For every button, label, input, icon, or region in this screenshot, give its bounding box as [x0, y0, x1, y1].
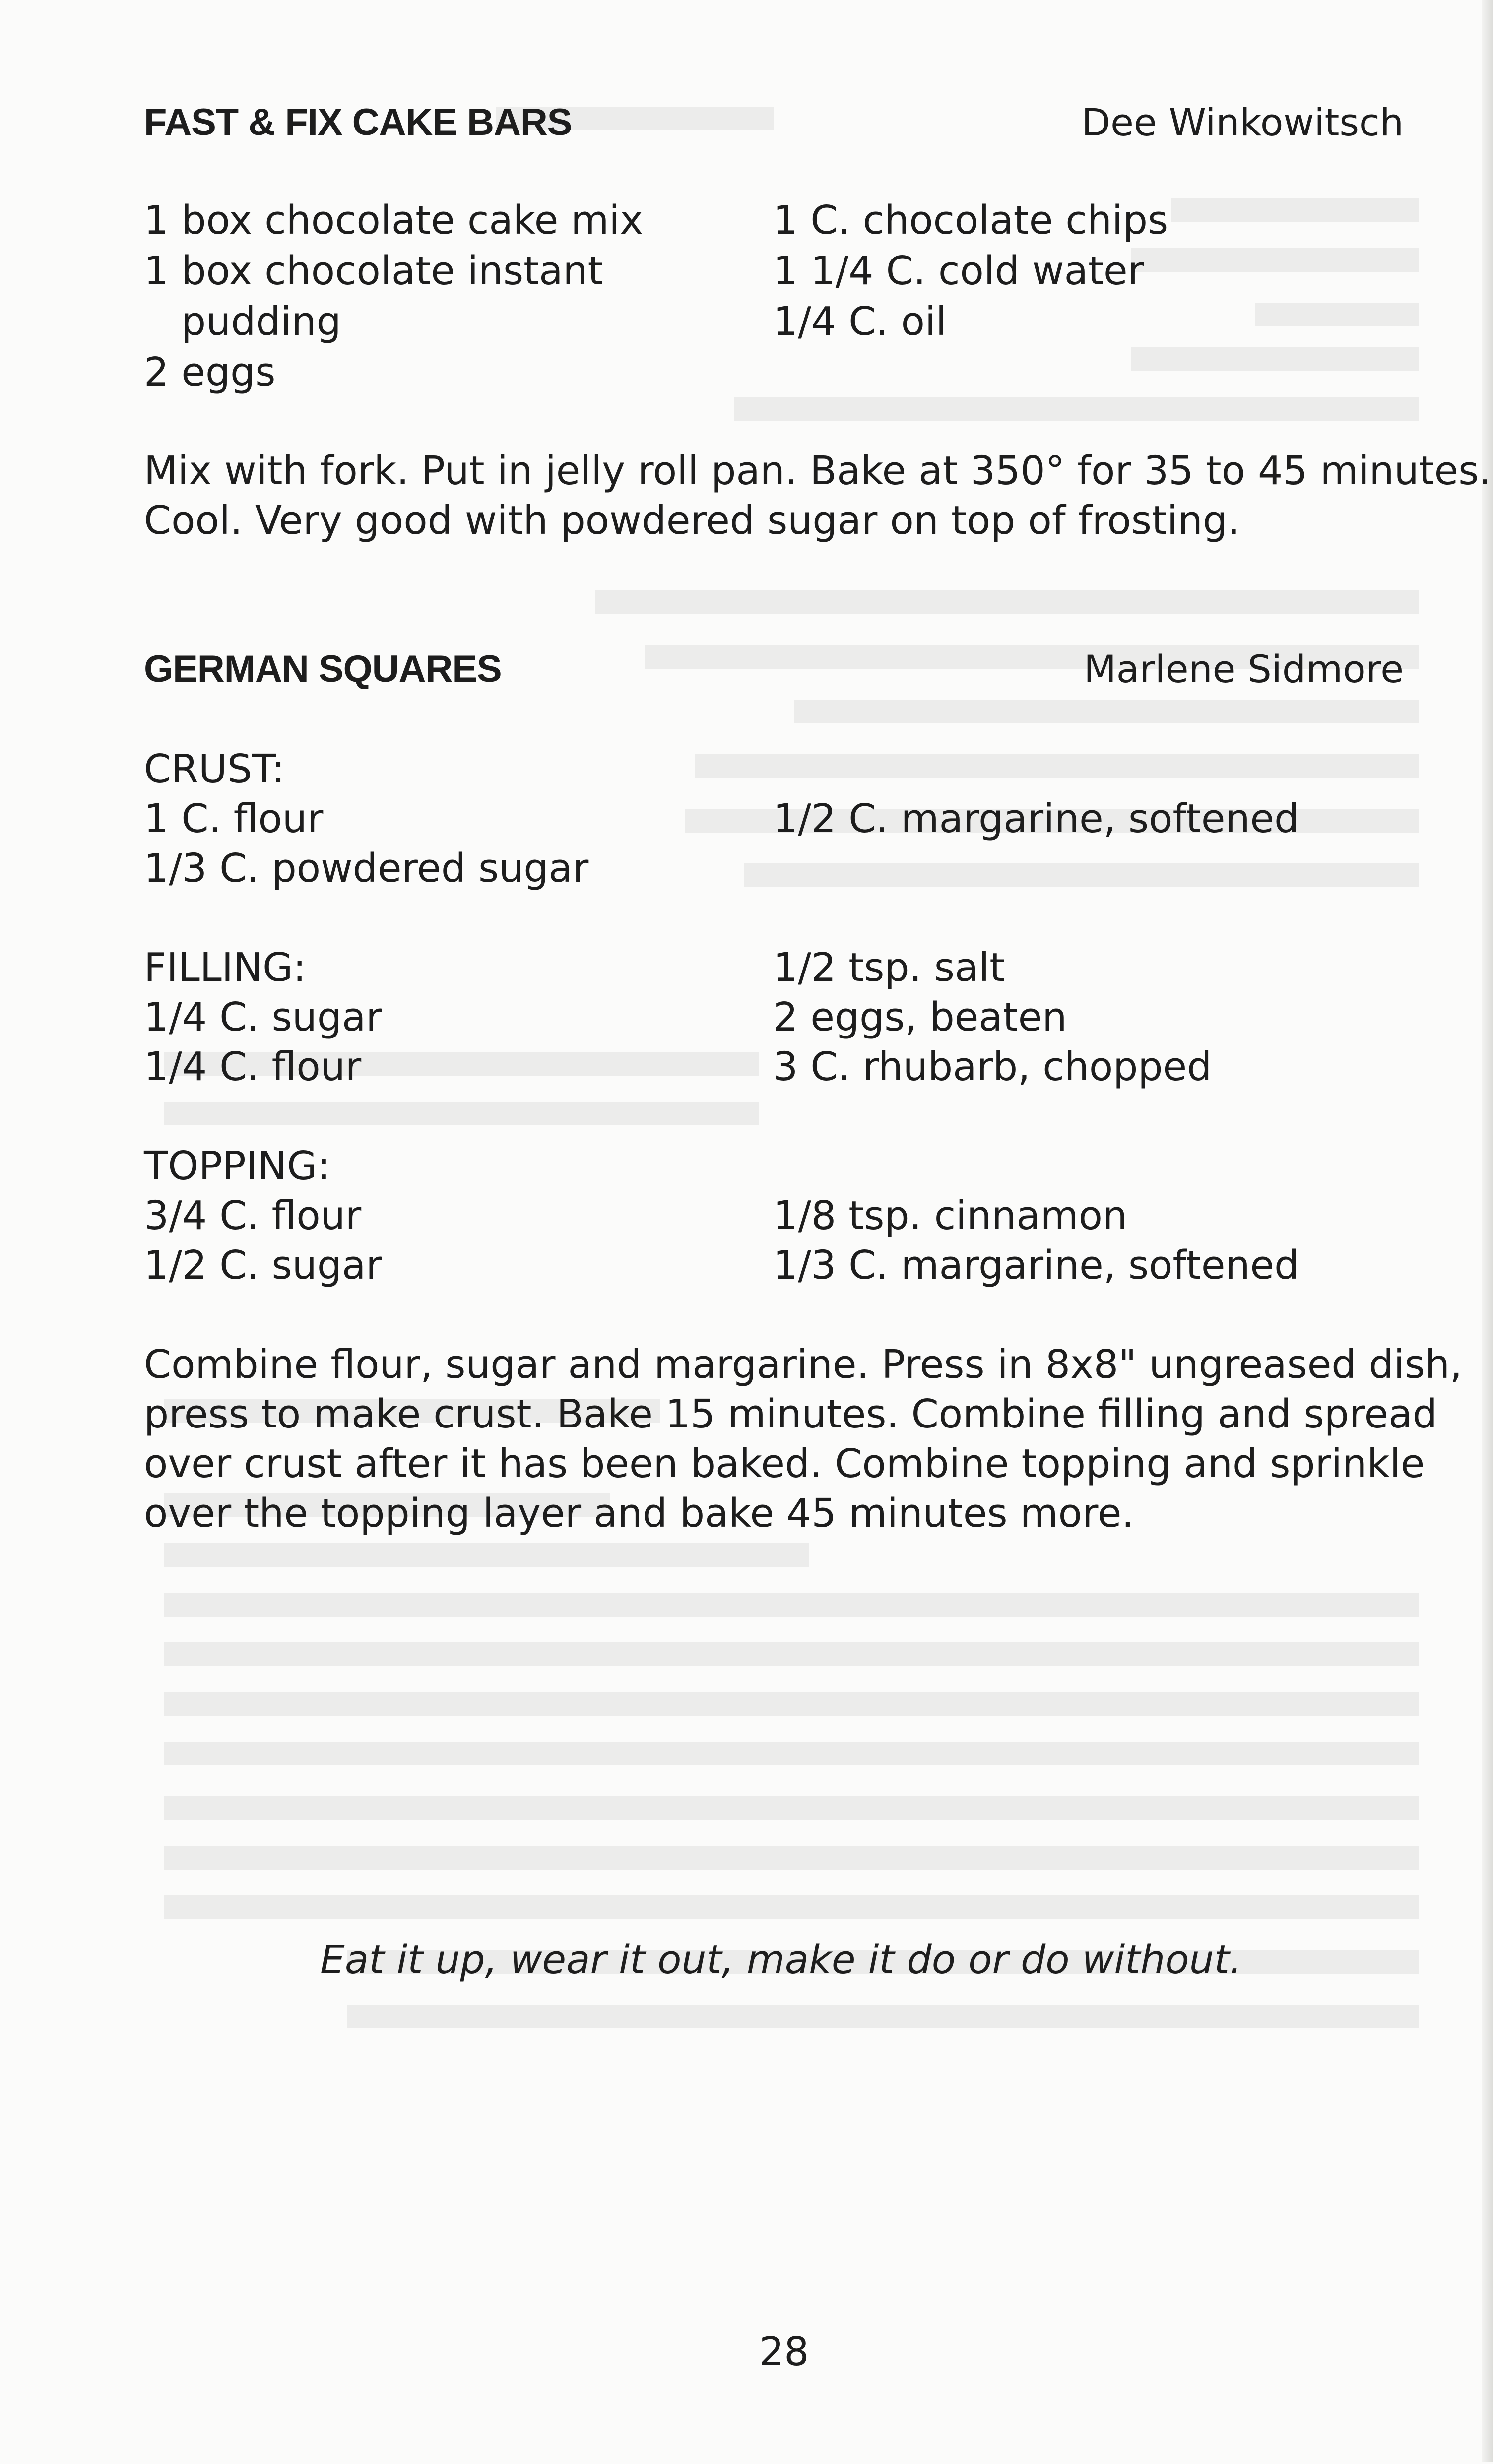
- ingredient: 1 C. chocolate chips: [773, 197, 1168, 243]
- section-heading: FILLING:: [144, 945, 306, 990]
- ingredient: 1/4 C. oil: [773, 299, 947, 344]
- ingredient: 1 1/4 C. cold water: [773, 248, 1144, 294]
- recipe-title: GERMAN SQUARES: [144, 648, 502, 690]
- ingredient: 2 eggs, beaten: [773, 994, 1067, 1040]
- ingredient: 1/3 C. margarine, softened: [773, 1242, 1299, 1288]
- ingredient: 1/4 C. sugar: [144, 994, 382, 1040]
- recipe-author: Marlene Sidmore: [1084, 647, 1404, 691]
- ingredient: pudding: [181, 299, 341, 344]
- directions-line: over the topping layer and bake 45 minutes more.: [144, 1491, 1134, 1536]
- ingredient: 3 C. rhubarb, chopped: [773, 1044, 1212, 1090]
- footer-quote: Eat it up, wear it out, make it do or do without.: [320, 1937, 1242, 1983]
- directions-line: press to make crust. Bake 15 minutes. Combine filling and spread: [144, 1391, 1437, 1437]
- directions-line: over crust after it has been baked. Combine topping and sprinkle: [144, 1441, 1425, 1487]
- directions-line: Combine flour, sugar and margarine. Press in 8x8" ungreased dish,: [144, 1342, 1463, 1387]
- ingredient: 1/2 tsp. salt: [773, 945, 1005, 990]
- ingredient: 1 box chocolate cake mix: [144, 197, 644, 243]
- ingredient: 1 box chocolate instant: [144, 248, 603, 294]
- ingredient: 1/4 C. flour: [144, 1044, 362, 1090]
- directions-line: Cool. Very good with powdered sugar on top of frosting.: [144, 498, 1240, 543]
- section-heading: CRUST:: [144, 746, 285, 792]
- section-heading: TOPPING:: [144, 1143, 330, 1189]
- ingredient: 1/8 tsp. cinnamon: [773, 1193, 1128, 1238]
- ingredient: 3/4 C. flour: [144, 1193, 362, 1238]
- directions-line: Mix with fork. Put in jelly roll pan. Bake at 350° for 35 to 45 minutes.: [144, 448, 1492, 494]
- ingredient: 1/2 C. margarine, softened: [773, 796, 1299, 842]
- ingredient: 1/2 C. sugar: [144, 1242, 382, 1288]
- ingredient: 2 eggs: [144, 349, 276, 395]
- page-number: 28: [759, 2329, 809, 2375]
- recipe-title: FAST & FIX CAKE BARS: [144, 101, 572, 143]
- ingredient: 1/3 C. powdered sugar: [144, 845, 589, 891]
- ingredient: 1 C. flour: [144, 796, 324, 842]
- recipe-author: Dee Winkowitsch: [1081, 100, 1404, 144]
